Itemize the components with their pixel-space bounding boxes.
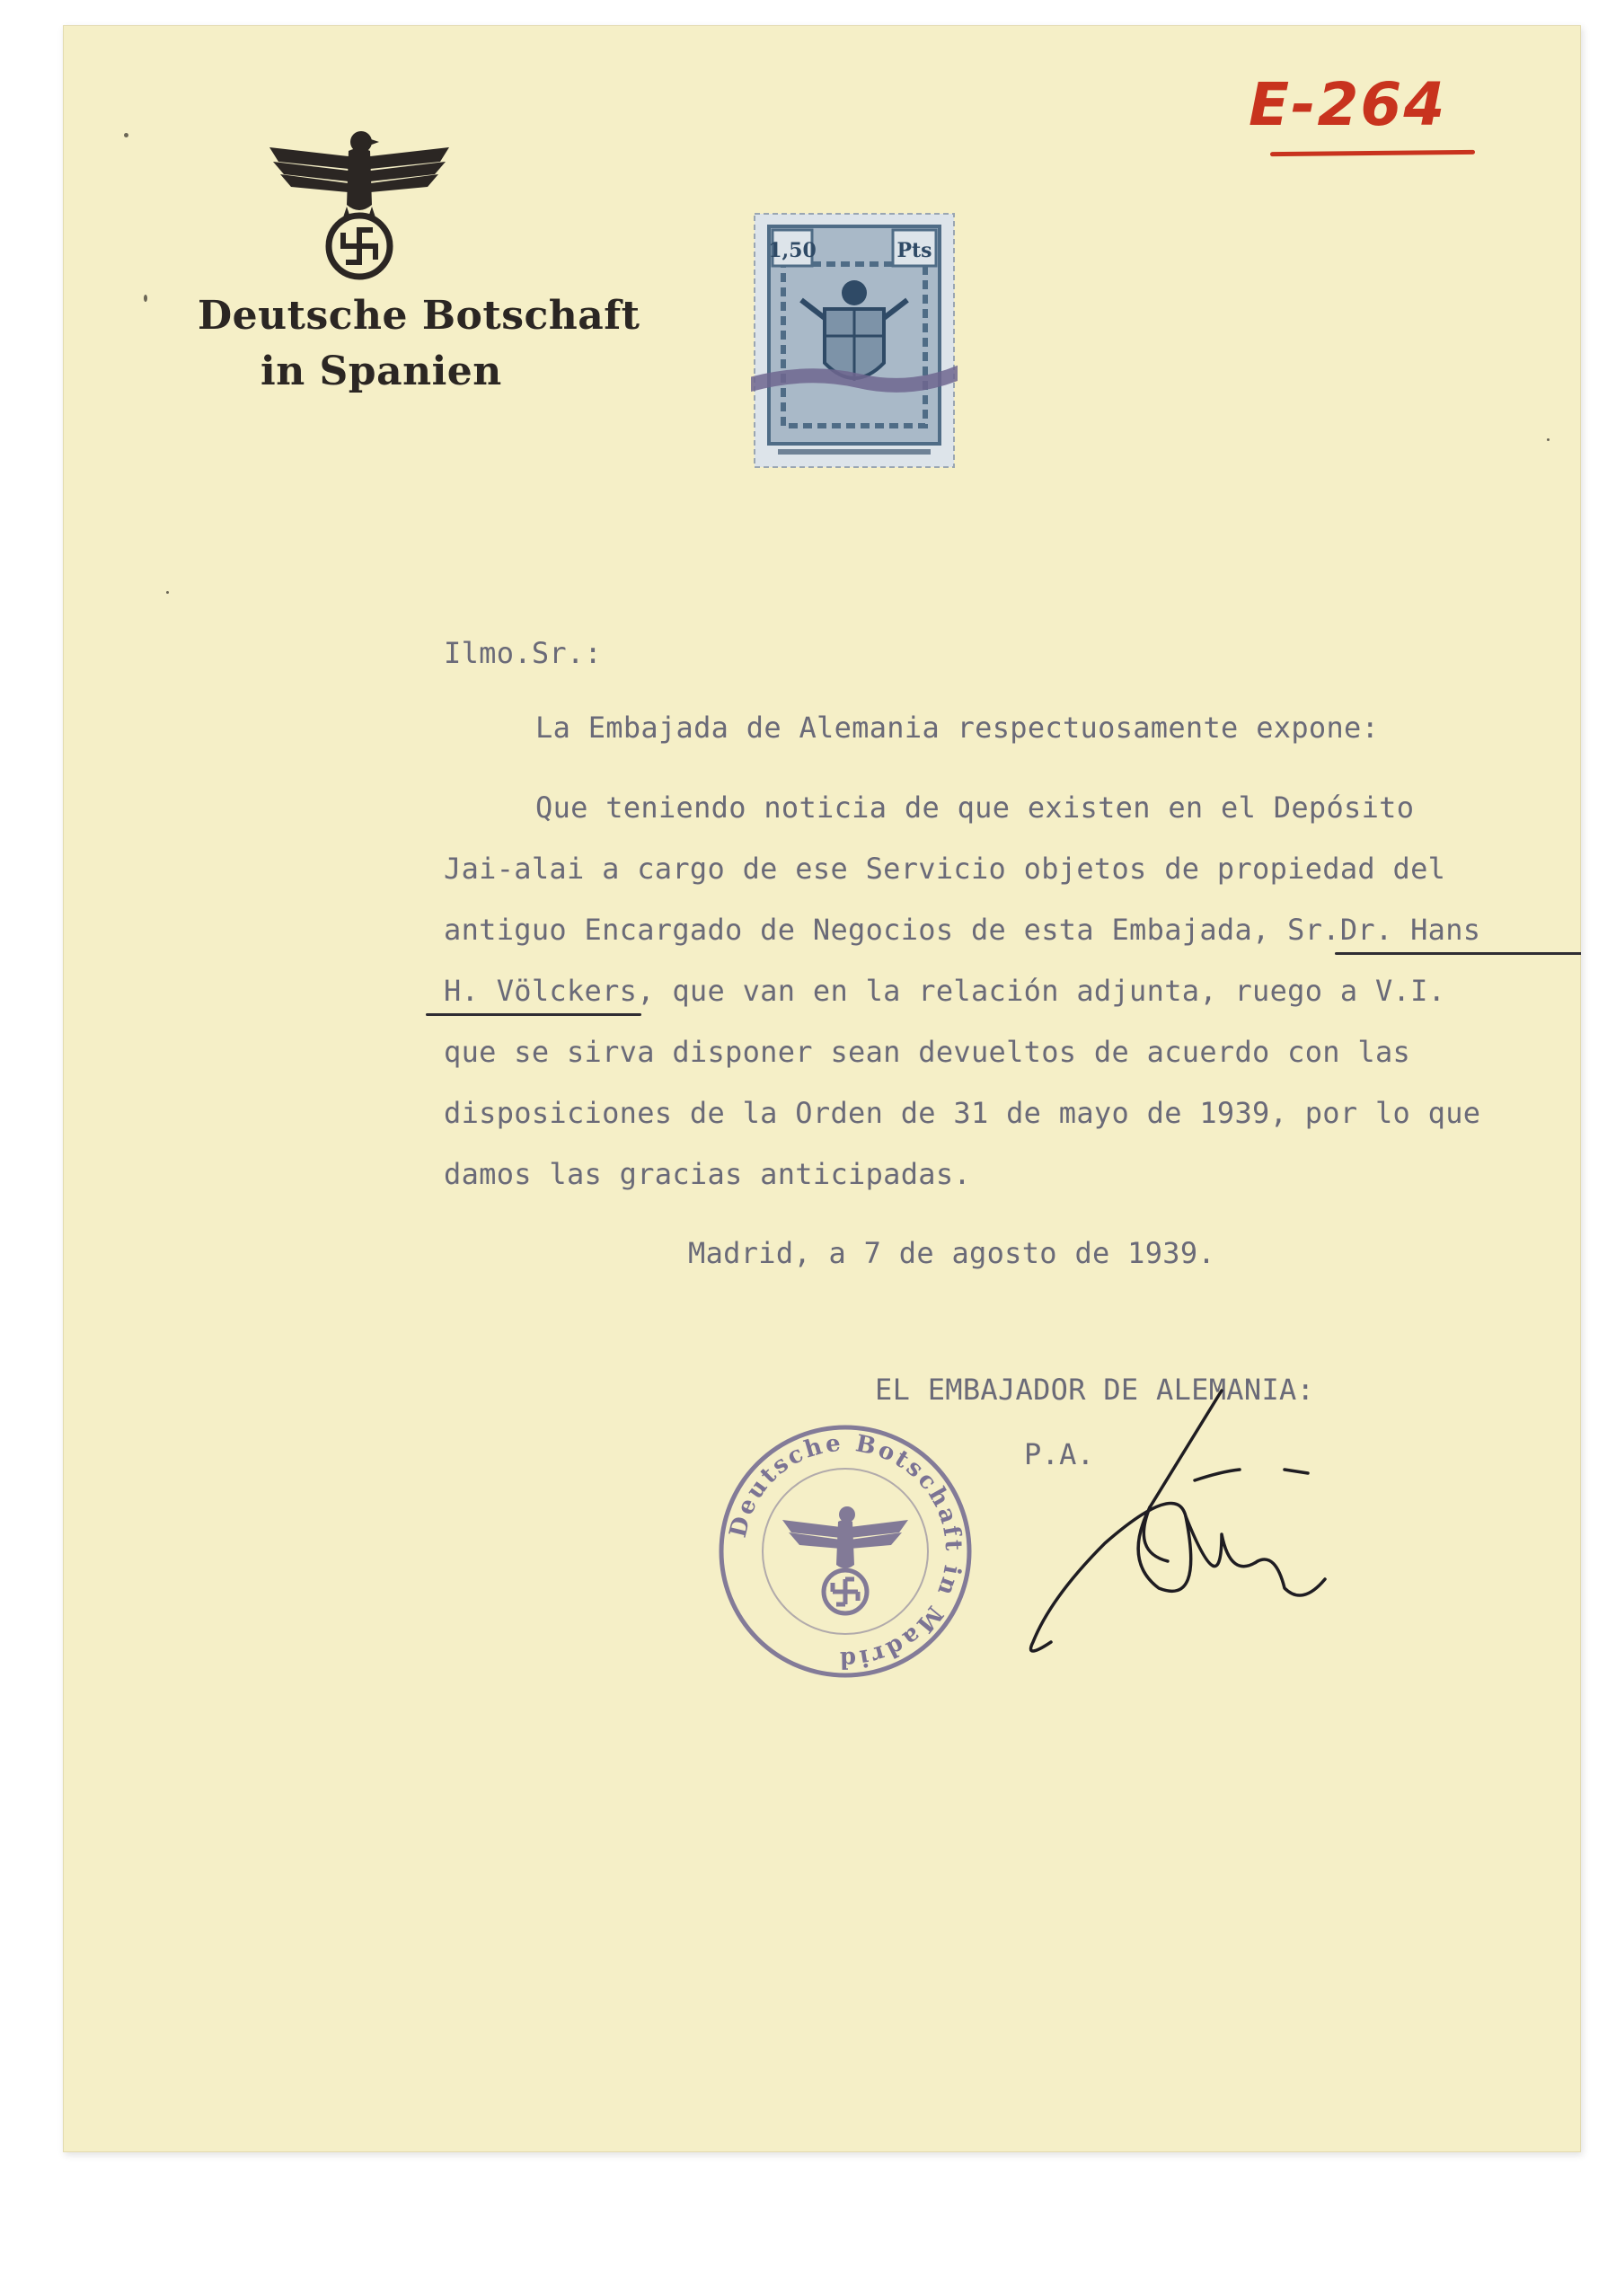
salutation: Ilmo.Sr.:	[444, 636, 603, 670]
paper-speck	[166, 591, 169, 594]
handwritten-signature	[1015, 1373, 1392, 1660]
name-underline-2	[426, 1013, 641, 1016]
body-line-2: Jai-alai a cargo de ese Servicio objetos de propiedad del	[444, 852, 1446, 886]
letterhead-line-1: Deutsche Botschaft	[198, 293, 640, 339]
revenue-stamp	[751, 210, 958, 471]
stamp-value: 1,50	[768, 239, 817, 262]
body-line-1: Que teniendo noticia de que existen en el Depósito	[535, 790, 1415, 825]
document-page	[63, 25, 1581, 2152]
stamp-currency: Pts	[896, 239, 932, 262]
intro-line: La Embajada de Alemania respectuosamente expone:	[535, 711, 1380, 745]
letterhead-line-2: in Spanien	[261, 349, 502, 394]
embassy-seal	[715, 1421, 976, 1682]
signatory-title: EL EMBAJADOR DE ALEMANIA:	[875, 1373, 1315, 1407]
body-line-6: disposiciones de la Orden de 31 de mayo de 1939, por lo que	[444, 1096, 1481, 1130]
body-line-7: damos las gracias anticipadas.	[444, 1157, 971, 1191]
place-date: Madrid, a 7 de agosto de 1939.	[688, 1236, 1215, 1270]
paper-speck	[124, 133, 128, 137]
archive-mark-underline	[1270, 150, 1475, 156]
body-line-4: H. Völckers, que van en la relación adjunta, ruego a V.I.	[444, 974, 1446, 1008]
paper-speck	[144, 295, 147, 302]
body-line-3: antiguo Encargado de Negocios de esta Embajada, Sr.Dr. Hans	[444, 913, 1481, 947]
seal-text: Deutsche Botschaft in Madrid	[724, 1429, 967, 1673]
eagle-emblem-icon	[261, 122, 458, 284]
archive-mark: E-264	[1249, 70, 1447, 139]
per-authority: P.A.	[1024, 1437, 1095, 1471]
name-underline-1	[1335, 952, 1581, 955]
paper-speck	[1547, 438, 1550, 441]
body-line-5: que se sirva disponer sean devueltos de acuerdo con las	[444, 1035, 1411, 1069]
